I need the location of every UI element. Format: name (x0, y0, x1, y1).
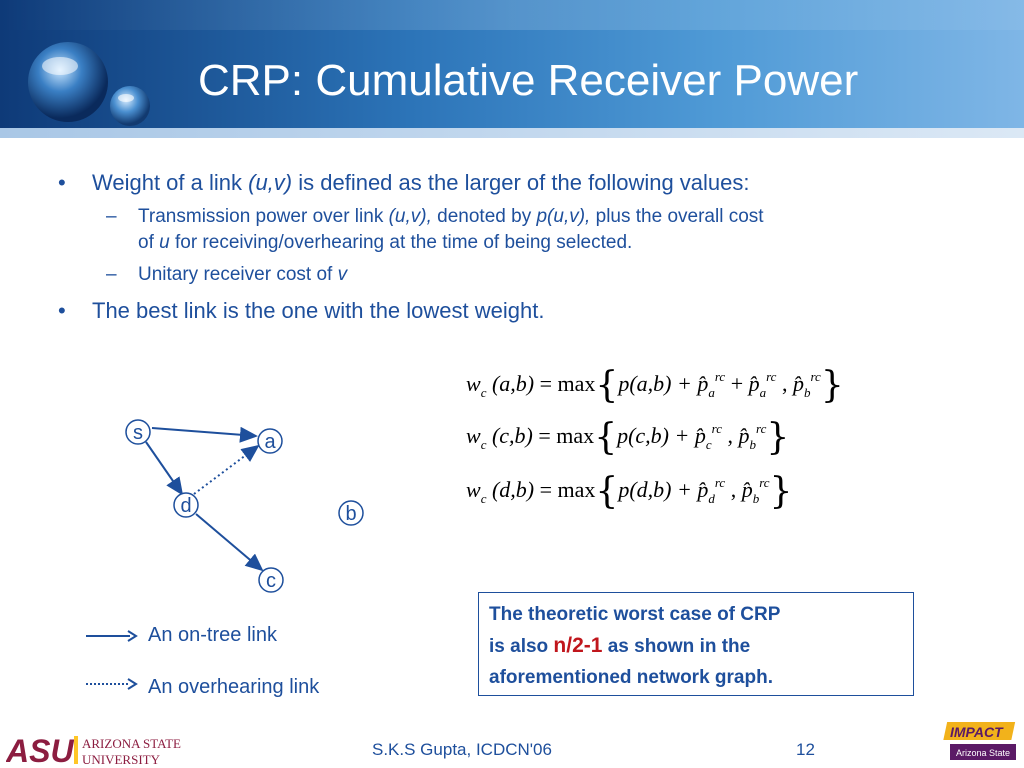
sub-bullet-text: plus the overall cost (590, 206, 764, 227)
node-c-label: c (266, 570, 276, 592)
callout-text: as shown in the (602, 636, 751, 657)
edge-s-a (152, 428, 256, 436)
left-brace-icon: { (595, 365, 619, 406)
callout-line-2 (489, 630, 903, 662)
formula-sup: rc (810, 369, 821, 384)
asu-name-line-2: UNIVERSITY (82, 752, 160, 767)
footer-author: S.K.S Gupta, ICDCN'06 (372, 740, 552, 759)
slide-title: CRP: Cumulative Receiver Power (198, 56, 859, 105)
callout-text: is also (489, 636, 554, 657)
bullet-text: Weight of a link (92, 170, 249, 195)
globe-logo-icon (26, 40, 156, 130)
sub-bullet-text: Unitary receiver cost of (138, 264, 338, 285)
callout-line-3: aforementioned network graph. (489, 667, 773, 688)
weight-formulas (466, 355, 966, 515)
formula-term: p̂ (792, 371, 804, 396)
bullet-text: is defined as the larger of the following values: (292, 170, 750, 195)
callout-line-1: The theoretic worst case of CRP (489, 604, 781, 625)
bullet-dot: • (58, 170, 66, 195)
formula-term: p̂ (738, 423, 750, 448)
sub-bullet-dash: – (106, 206, 117, 227)
node-d-label: d (180, 495, 192, 517)
impact-text: IMPACT (950, 724, 1003, 740)
graph-legend (84, 622, 384, 702)
right-brace-icon: } (766, 417, 790, 458)
node-c (259, 568, 283, 592)
formula-eq: = max (539, 371, 596, 396)
sub-bullet-receiver-cost (58, 262, 998, 288)
formula-sub: a (759, 385, 767, 400)
formula-row-db: $w_c$ $(d,b) = \max\{p(d,b) + p̂_d^{rc}$ , $p̂_b^{rc}$} (466, 471, 793, 512)
node-s-label: s (133, 422, 143, 444)
formula-row-ab: $w_c$ $(a,b) = \max\{p(a,b) + p̂_a^{rc}$ + $p̂_a^{rc}$ , $p̂_b^{rc}$} (466, 365, 844, 406)
bullet-dot: • (58, 298, 66, 323)
node-a (258, 429, 282, 453)
formula-w: w (466, 423, 481, 448)
sub-bullet-text: denoted by (431, 206, 537, 227)
edge-s-d (146, 442, 182, 494)
formula-row-cb: $w_c$ $(c,b) = \max\{p(c,b) + p̂_c^{rc}$ , $p̂_b^{rc}$} (466, 417, 790, 458)
formula-sub: b (749, 437, 756, 452)
legend-on-tree-label: An on-tree link (148, 624, 277, 646)
overhearing-arrow-icon (84, 676, 140, 692)
header-band (0, 128, 1024, 138)
formula-sup: rc (711, 421, 722, 436)
formula-sub: c (480, 385, 487, 400)
formula-w: w (466, 371, 481, 396)
right-brace-icon: } (769, 471, 793, 512)
impact-logo-icon (936, 718, 1020, 766)
formula-sup: rc (756, 421, 767, 436)
asu-letters: ASU (6, 733, 74, 768)
left-brace-icon: { (595, 471, 619, 512)
formula-sup: rc (759, 475, 770, 490)
formula-sub: d (708, 491, 715, 506)
formula-term: p̂ (741, 477, 753, 502)
sub-bullet-transmission (58, 204, 998, 256)
formula-eq: = max (538, 423, 595, 448)
formula-p: p(a,b) + (618, 371, 692, 396)
left-brace-icon: { (594, 417, 618, 458)
sub-bullet-dash: – (106, 264, 117, 285)
formula-sup: rc (714, 369, 726, 384)
formula-args: (c,b) (491, 423, 533, 448)
formula-args: (a,b) (491, 371, 535, 396)
sub-bullet-italic: p(u,v), (536, 206, 591, 227)
node-d (174, 493, 198, 517)
sub-bullet-italic: v (337, 264, 348, 285)
formula-sub: c (480, 437, 487, 452)
sub-bullet-italic: (u,v), (388, 206, 432, 227)
callout-highlight: n/2-1 (553, 634, 603, 657)
formula-w: w (466, 477, 481, 502)
bullet-best-link (58, 296, 998, 326)
sub-bullet-text: Transmission power over link (138, 206, 389, 227)
formula-sub: c (705, 437, 712, 452)
sub-bullet-text: of (138, 232, 160, 253)
formula-eq: = max (539, 477, 596, 502)
node-s (126, 420, 150, 444)
edge-d-c (196, 514, 262, 570)
slide-header (0, 0, 1024, 132)
node-b-label: b (345, 503, 357, 525)
bullet-text: The best link is the one with the lowest weight. (92, 298, 545, 323)
formula-sub: b (803, 385, 811, 400)
node-b (339, 501, 363, 525)
formula-term: p̂ (694, 423, 706, 448)
on-tree-arrow-icon (84, 628, 140, 644)
formula-term: p̂ (748, 371, 760, 396)
bullet-text-italic: (u,v) (248, 170, 293, 195)
bullet-list (58, 168, 998, 332)
formula-args: (d,b) (491, 477, 535, 502)
asu-name-line-1: ARIZONA STATE (82, 736, 181, 751)
formula-sup: rc (714, 475, 726, 490)
node-a-label: a (264, 431, 276, 453)
edge-d-a-overhearing (194, 446, 258, 494)
sub-bullet-text: for receiving/overhearing at the time of being selected. (169, 232, 633, 253)
asu-logo-icon (6, 732, 206, 768)
formula-p: p(c,b) + (617, 423, 690, 448)
sub-bullet-italic: u (159, 232, 170, 253)
header-stripe (0, 0, 1024, 30)
formula-sup: rc (766, 369, 777, 384)
formula-p: p(d,b) + (618, 477, 692, 502)
right-brace-icon: } (820, 365, 844, 406)
formula-sub: a (708, 385, 715, 400)
bullet-weight-definition (58, 168, 998, 198)
impact-subtext: Arizona State (955, 748, 1011, 758)
worst-case-callout (478, 592, 914, 696)
formula-sub: b (752, 491, 760, 506)
formula-term: p̂ (697, 477, 709, 502)
page-number: 12 (796, 740, 815, 759)
network-graph (80, 410, 380, 610)
formula-sub: c (480, 491, 487, 506)
legend-overhearing-label: An overhearing link (148, 676, 320, 698)
formula-term: p̂ (697, 371, 709, 396)
